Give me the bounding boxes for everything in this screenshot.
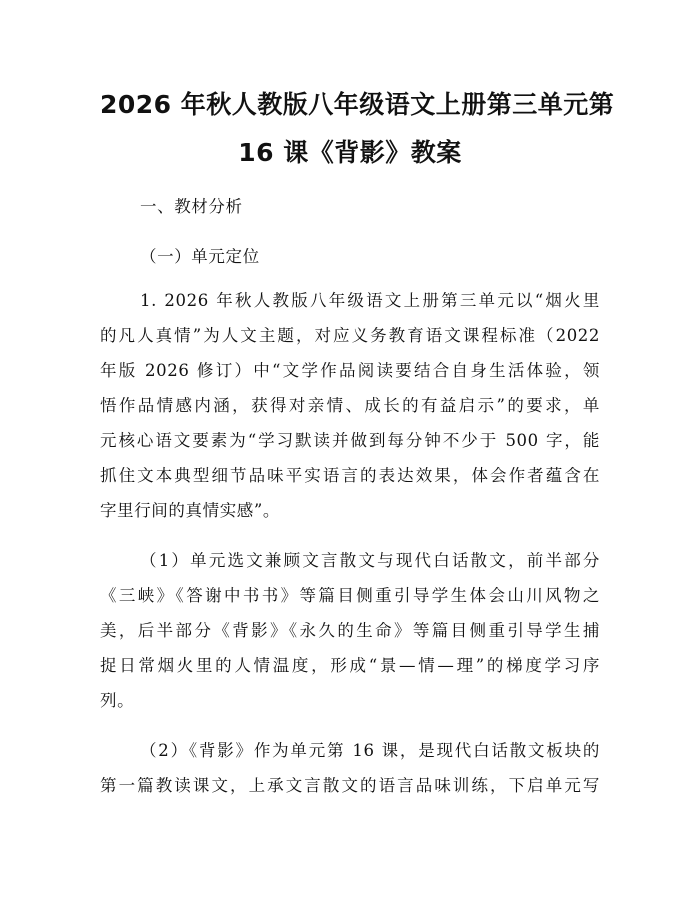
paragraph-3-line-1: （2）《背影》作为单元第 16 课，是现代白话散文板块的 (140, 741, 600, 760)
paragraph-1-line-1: 1. 2026 年秋人教版八年级语文上册第三单元以“烟火里 (140, 291, 600, 310)
paragraph-2-line-3: 美，后半部分《背影》《永久的生命》等篇目侧重引导学生捕 (100, 621, 600, 640)
document-title-line-1: 2026 年秋人教版八年级语文上册第三单元第 (100, 90, 615, 119)
paragraph-2-line-2: 《三峡》《答谢中书书》等篇目侧重引导学生体会山川风物之 (100, 586, 600, 605)
paragraph-2-line-5: 列。 (100, 691, 135, 710)
paragraph-1-line-5: 元核心语文要素为“学习默读并做到每分钟不少于 500 字，能 (100, 431, 600, 450)
subsection-heading: （一）单元定位 (140, 247, 260, 266)
paragraph-1-line-2: 的凡人真情”为人文主题，对应义务教育语文课程标准（2022 (100, 326, 600, 345)
paragraph-1-line-4: 悟作品情感内涵，获得对亲情、成长的有益启示”的要求，单 (100, 396, 600, 415)
paragraph-2-line-4: 捉日常烟火里的人情温度，形成“景—情—理”的梯度学习序 (100, 656, 600, 675)
paragraph-2-line-1: （1）单元选文兼顾文言散文与现代白话散文，前半部分 (140, 551, 600, 570)
paragraph-1-line-6: 抓住文本典型细节品味平实语言的表达效果，体会作者蕴含在 (100, 466, 600, 485)
paragraph-1-line-3: 年版 2026 修订）中“文学作品阅读要结合自身生活体验，领 (100, 361, 600, 380)
paragraph-1-line-7: 字里行间的真情实感”。 (100, 501, 281, 520)
section-heading: 一、教材分析 (140, 197, 243, 216)
paragraph-3-line-2: 第一篇教读课文，上承文言散文的语言品味训练，下启单元写 (100, 776, 600, 795)
document-title-line-2: 16 课《背影》教案 (238, 138, 462, 167)
